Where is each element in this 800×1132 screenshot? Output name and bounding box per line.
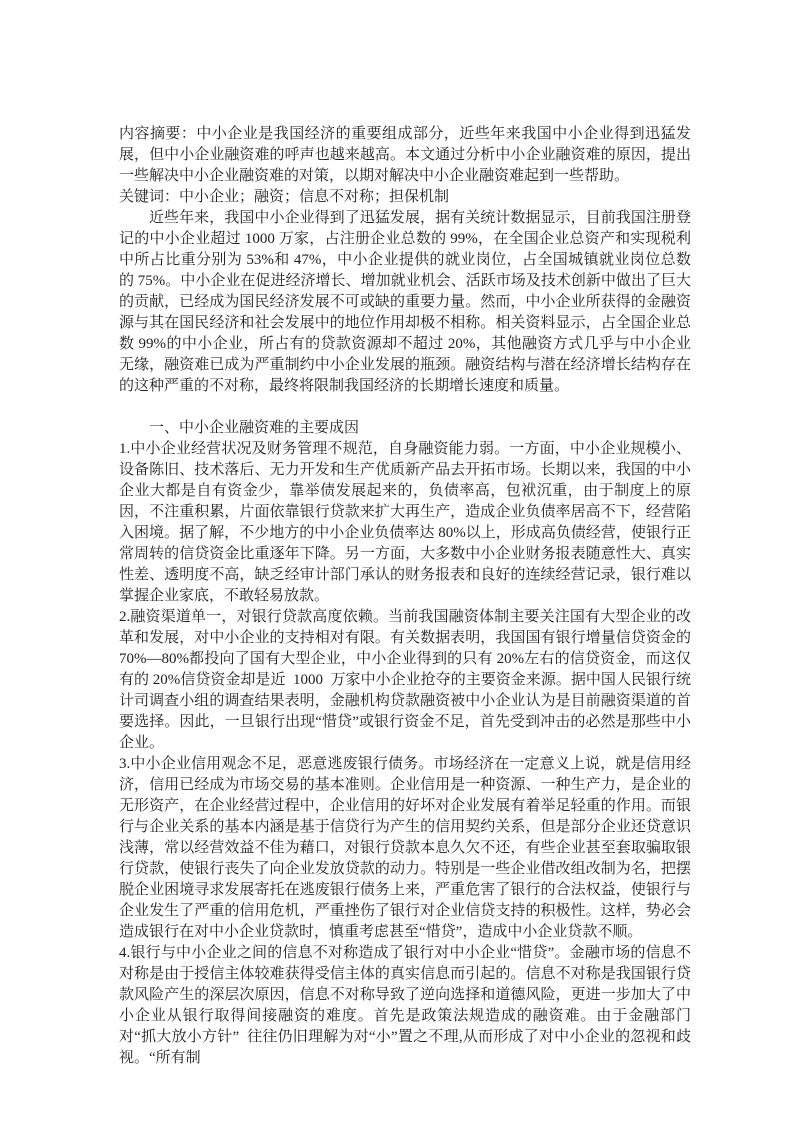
cause-1-paragraph: 1.中小企业经营状况及财务管理不规范，自身融资能力弱。一方面，中小企业规模小、设备陈旧、技术落后、无力开发和生产优质新产品去开拓市场。长期以来，我国的中小企业大都是自有资金少，靠举债发展起来的，负债率高，包袱沉重，由于制度上的原因，不注重积累，片面依靠银行贷款来扩大再生产，造成企业负债率居高不下，经营陷入困境。据了解，不少地方的中小企业负债率达 80%以上，形成高负债经营，使银行正常周转的信贷资金比重逐年下降。另一方面，大多数中小企业财务报表随意性大、真实性差、透明度不高，缺乏经审计部门承认的财务报表和良好的连续经营记录，银行难以掌握企业家底，不敢轻易放款。 xyxy=(119,441,691,604)
abstract-paragraph: 内容摘要：中小企业是我国经济的重要组成部分，近些年来我国中小企业得到迅猛发展，但中小企业融资难的呼声也越来越高。本文通过分析中小企业融资难的原因，提出一些解决中小企业融资难的对策，以期对解决中小企业融资难起到一些帮助。 xyxy=(119,126,691,184)
blank-line xyxy=(119,397,691,418)
cause-4-paragraph: 4.银行与中小企业之间的信息不对称造成了银行对中小企业“惜贷”。金融市场的信息不对称是由于授信主体较难获得受信主体的真实信息而引起的。信息不对称是我国银行贷款风险产生的深层次原因，信息不对称导致了逆向选择和道德风险，更进一步加大了中小企业从银行取得间接融资的难度。首先是政策法规造成的融资难。由于金融部门对“抓大放小方针” 往往仍旧理解为对“小”置之不理,从而形成了对中小企业的忽视和歧视。“所有制 xyxy=(119,945,691,1066)
keywords-line: 关键词：中小企业；融资；信息不对称；担保机制 xyxy=(119,189,450,205)
document-text xyxy=(119,124,691,1069)
intro-paragraph: 近些年来，我国中小企业得到了迅猛发展，据有关统计数据显示，目前我国注册登记的中小企业超过 1000 万家，占注册企业总数的 99%，在全国企业总资产和实现税利中所占比重分别为 53%和 47%，中小企业提供的就业岗位，占全国城镇就业岗位总数的 75%。中小企业在促进经济增长、增加就业机会、活跃市场及技术创新中做出了巨大的贡献，已经成为国民经济发展不可或缺的重要力量。然而，中小企业所获得的金融资源与其在国民经济和社会发展中的地位作用却极不相称。相关资料显示，占全国企业总数 99%的中小企业，所占有的贷款资源却不超过 20%，其他融资方式几乎与中小企业无缘，融资难已成为严重制约中小企业发展的瓶颈。融资结构与潜在经济增长结构存在的这种严重的不对称，最终将限制我国经济的长期增长速度和质量。 xyxy=(119,210,691,394)
cause-2-paragraph: 2.融资渠道单一，对银行贷款高度依赖。当前我国融资体制主要关注国有大型企业的改革和发展，对中小企业的支持相对有限。有关数据表明，我国国有银行增量信贷资金的70%—80%都投向了国有大型企业，中小企业得到的只有 20%左右的信贷资金，而这仅有的 20%信贷资金却是近 1000 万家中小企业抢夺的主要资金来源。据中国人民银行统计司调查小组的调查结果表明，金融机构贷款融资被中小企业认为是目前融资渠道的首要选择。因此，一旦银行出现“惜贷”或银行资金不足，首先受到冲击的必然是那些中小企业。 xyxy=(119,609,691,751)
section-heading: 一、中小企业融资难的主要成因 xyxy=(149,420,360,436)
cause-3-paragraph: 3.中小企业信用观念不足，恶意逃废银行债务。市场经济在一定意义上说，就是信用经济，信用已经成为市场交易的基本准则。企业信用是一种资源、一种生产力，是企业的无形资产，在企业经营过程中，企业信用的好坏对企业发展有着举足轻重的作用。而银行与企业关系的基本内涵是基于信贷行为产生的信用契约关系，但是部分企业还贷意识浅薄，常以经营效益不佳为藉口，对银行贷款本息久欠不还，有些企业甚至套取骗取银行贷款，使银行丧失了向企业发放贷款的动力。特别是一些企业借改组改制为名，把摆脱企业困境寻求发展寄托在逃废银行债务上来，严重危害了银行的合法权益，使银行与企业发生了严重的信用危机，严重挫伤了银行对企业信贷支持的积极性。这样，势必会造成银行在对中小企业贷款时，慎重考虑甚至“惜贷”，造成中小企业贷款不顺。 xyxy=(119,756,691,940)
